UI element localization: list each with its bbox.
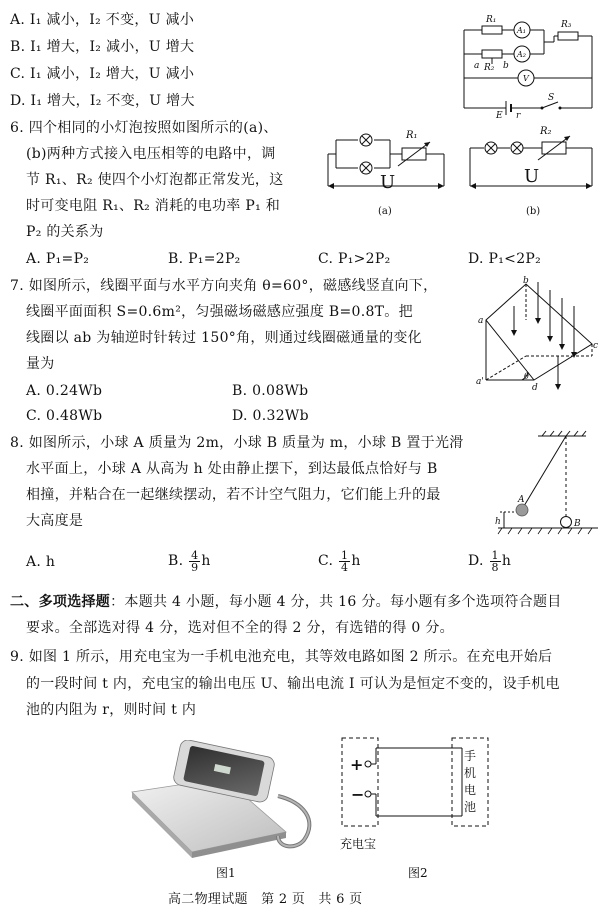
q5-label-s: S <box>548 93 555 103</box>
section2-heading: 二、多项选择题 <box>10 594 111 610</box>
q7-line-1: 7. 如图所示，线圈平面与水平方向夹角 θ=60°，磁感线竖直向下， <box>10 278 438 294</box>
q5-label-r3: R₃ <box>561 20 572 30</box>
q6-option-d: D. P₁<2P₂ <box>468 251 542 267</box>
q7-option-b: B. 0.08Wb <box>232 383 309 399</box>
q9-fig1-caption: 图1 <box>216 866 236 880</box>
q8-option-b-fraction: $\frac{4}{9}$ <box>191 548 199 574</box>
q8-option-b: B. $\frac{4}{9}$ h <box>168 548 211 574</box>
q9-line-2: 的一段时间 t 内，充电宝的输出电压 U、输出电流 I 可认为是恒定不变的，设手机电 <box>26 676 560 692</box>
q5-label-a: a <box>474 61 480 71</box>
q6-line-1: 6. 四个相同的小灯泡按照如图所示的(a)、 <box>10 120 278 136</box>
q9-power-bank-photo <box>128 740 328 860</box>
q6-line-5: P₂ 的关系为 <box>26 224 104 240</box>
q7-line-4: 量为 <box>26 356 55 372</box>
q7-label-c: c <box>593 341 599 351</box>
q8-option-d-fraction: $\frac{1}{8}$ <box>491 548 499 574</box>
q7-label-a: a <box>478 316 484 326</box>
q7-option-c: C. 0.48Wb <box>26 408 103 424</box>
q7-label-a-prime: a' <box>476 377 484 387</box>
q6-line-3: 节 R₁、R₂ 使四个小灯泡都正常发光，这 <box>26 172 284 188</box>
q9-minus-sign: − <box>351 785 365 804</box>
q8-option-a: A. h <box>26 554 56 570</box>
q8-label-a: A <box>518 495 525 505</box>
q6-option-b: B. P₁=2P₂ <box>168 251 241 267</box>
q7-line-2: 线圈平面面积 S=0.6m²，匀强磁场磁感应强度 B=0.8T。把 <box>26 304 413 320</box>
q7-label-d: d <box>532 383 538 393</box>
q6a-label-u: U <box>380 172 396 193</box>
page-footer: 高二物理试题 第 2 页 共 6 页 <box>168 892 363 907</box>
q5-option-c: C. I₁ 减小，I₂ 增大，U 减小 <box>10 66 195 82</box>
q8-option-c-fraction: $\frac{1}{4}$ <box>341 548 349 574</box>
q9-power-bank-label: 充电宝 <box>340 837 377 851</box>
q9-battery-char-1: 手 <box>464 749 477 763</box>
q5-option-b: B. I₁ 增大，I₂ 减小，U 增大 <box>10 39 195 55</box>
q6a-caption: (a) <box>378 206 392 217</box>
q8-line-2: 水平面上，小球 A 从高为 h 处由静止摆下，到达最低点恰好与 B <box>26 461 438 477</box>
q8-line-3: 相撞，并粘合在一起继续摆动，若不计空气阻力，它们能上升的最 <box>26 487 441 503</box>
q9-line-1: 9. 如图 1 所示，用充电宝为一手机电池充电，其等效电路如图 2 所示。在充电开始后 <box>10 649 553 665</box>
q8-option-c: C. $\frac{1}{4}$ h <box>318 548 361 574</box>
q6b-label-u: U <box>524 166 540 187</box>
q7-label-theta: θ <box>524 372 529 381</box>
q5-option-d: D. I₁ 增大，I₂ 不变，U 增大 <box>10 93 195 109</box>
q5-label-a2: A₂ <box>517 50 526 59</box>
q5-option-a: A. I₁ 减小，I₂ 不变，U 减小 <box>10 12 195 28</box>
q9-fig2-caption: 图2 <box>408 866 428 880</box>
q9-plus-sign: + <box>350 755 364 774</box>
q8-option-d: D. $\frac{1}{8}$ h <box>468 548 512 574</box>
q5-label-r: r <box>516 111 521 120</box>
q7-line-3: 线圈以 ab 为轴逆时针转过 150°角，则通过线圈磁通量的变化 <box>26 330 422 346</box>
q5-label-r1: R₁ <box>486 15 497 25</box>
q7-label-b: b <box>523 276 529 286</box>
q5-label-r2: R₂ <box>484 63 495 73</box>
q8-label-h: h <box>495 517 501 527</box>
q6-line-4: 时可变电阻 R₁、R₂ 消耗的电功率 P₁ 和 <box>26 198 281 214</box>
q6a-label-r1: R₁ <box>406 130 418 141</box>
section2-heading-line <box>10 592 562 612</box>
q6b-label-r2: R₂ <box>540 126 552 137</box>
q7-option-d: D. 0.32Wb <box>232 408 309 424</box>
q7-coil-figure <box>474 276 600 394</box>
q6-figure-b <box>466 122 600 218</box>
q9-line-3: 池的内阻为 r，则时间 t 内 <box>26 702 197 718</box>
q9-battery-char-4: 池 <box>464 800 477 814</box>
q6-figure-a <box>326 122 456 218</box>
q6-option-c: C. P₁>2P₂ <box>318 251 391 267</box>
q8-line-4: 大高度是 <box>26 513 84 529</box>
section2-rules-line-2: 要求。全部选对得 4 分，选对但不全的得 2 分，有选错的得 0 分。 <box>26 620 454 636</box>
q9-equivalent-circuit <box>336 734 496 858</box>
q8-pendulum-figure <box>494 428 600 540</box>
q9-battery-char-2: 机 <box>464 766 477 780</box>
q5-label-b: b <box>503 61 509 71</box>
q8-line-1: 8. 如图所示，小球 A 质量为 2m，小球 B 质量为 m，小球 B 置于光滑 <box>10 435 464 451</box>
q5-label-v: V <box>523 74 529 83</box>
q5-circuit-figure <box>458 8 598 120</box>
q9-battery-char-3: 电 <box>464 783 477 797</box>
q5-label-e: E <box>496 111 503 120</box>
q5-label-a1: A₁ <box>517 26 526 35</box>
q7-option-a: A. 0.24Wb <box>26 383 103 399</box>
q6-line-2: (b)两种方式接入电压相等的电路中，调 <box>26 146 276 162</box>
q8-label-b: B <box>574 519 581 529</box>
section2-rules: ：本题共 4 小题，每小题 4 分，共 16 分。每小题有多个选项符合题目 <box>110 594 562 610</box>
q6-option-a: A. P₁=P₂ <box>26 251 90 267</box>
q6b-caption: (b) <box>526 206 541 217</box>
